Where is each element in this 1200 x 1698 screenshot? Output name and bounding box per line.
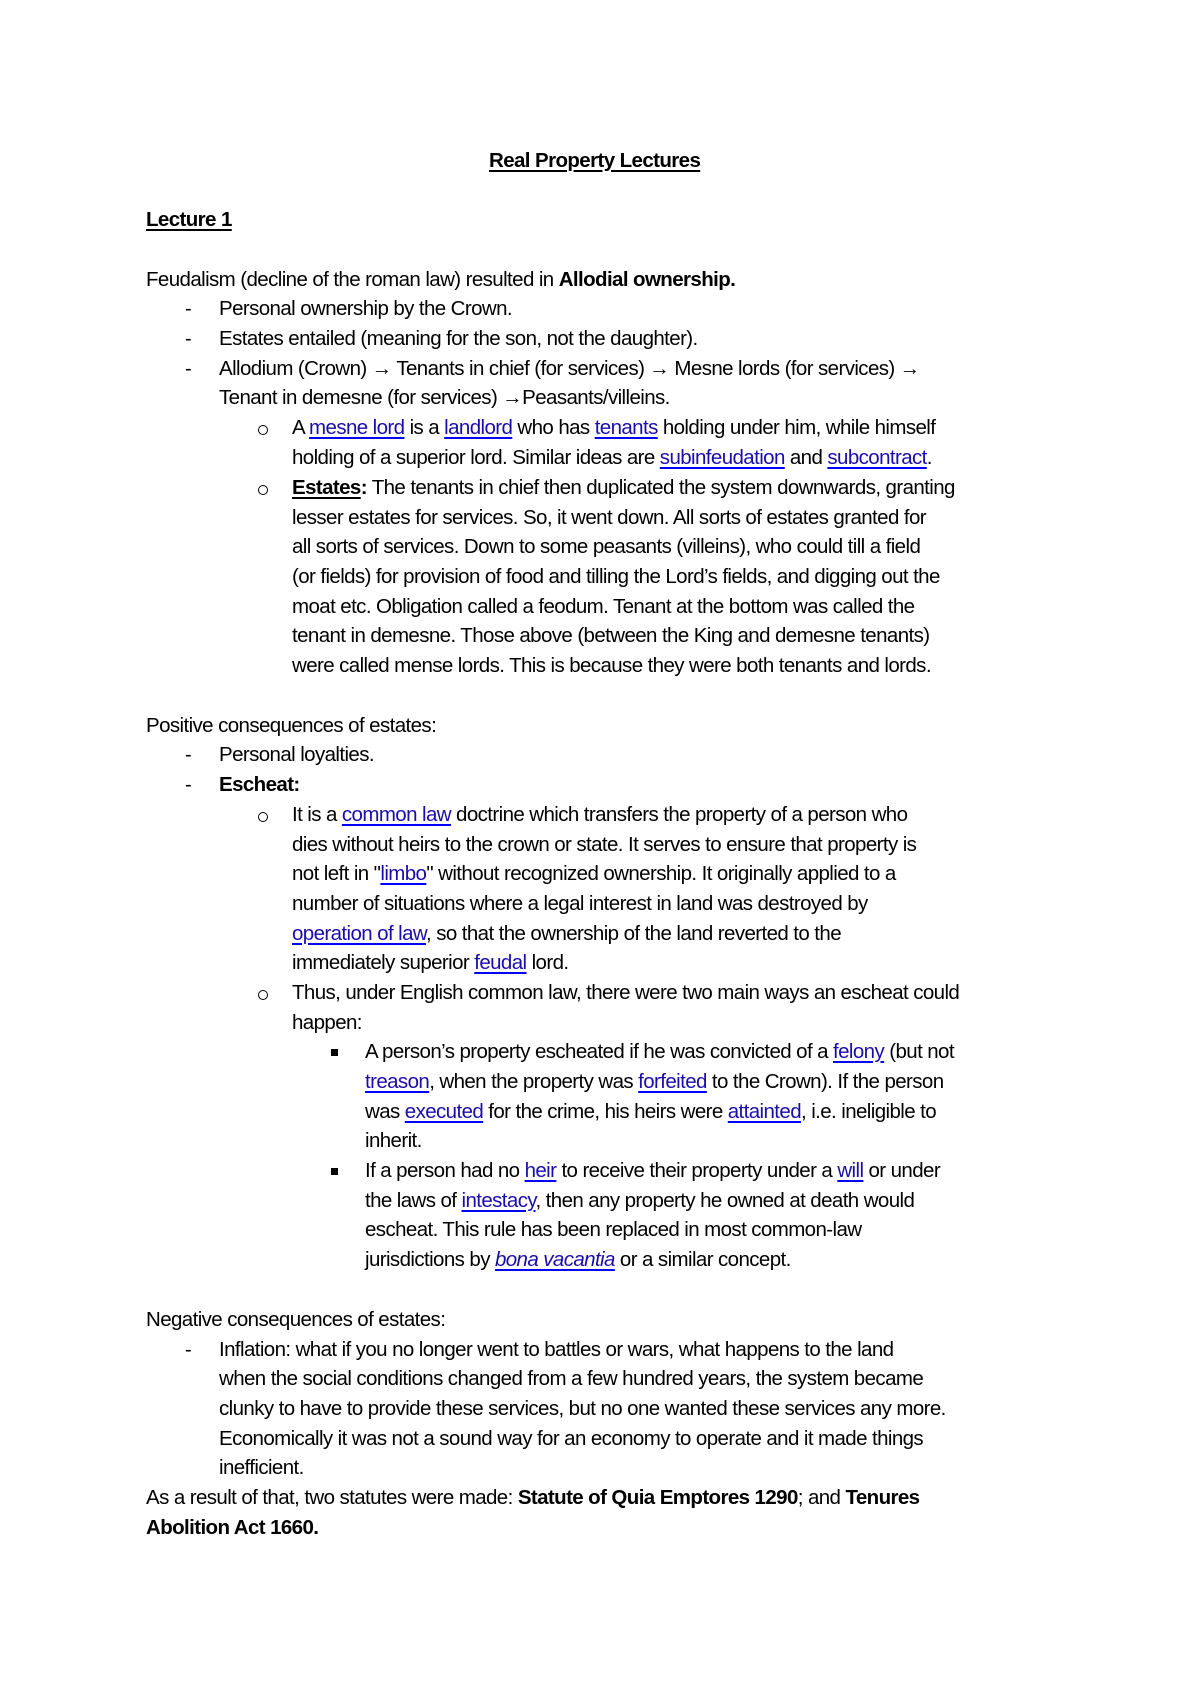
link-subinfeudation[interactable]: subinfeudation [659, 446, 785, 469]
escheat-line: It is a common law doctrine which transfers the property of a person who [292, 803, 908, 826]
negative-line: when the social conditions changed from a few hundred years, the system became [219, 1367, 924, 1390]
negative-line: Economically it was not a sound way for an economy to operate and it made things [219, 1427, 924, 1450]
positive-heading: Positive consequences of estates: [146, 714, 437, 737]
link-heir[interactable]: heir [524, 1159, 557, 1182]
dash-bullet-icon: - [185, 774, 192, 796]
list-item: Personal loyalties. [219, 743, 374, 766]
square-bullet-icon [331, 1168, 338, 1175]
way1-line: treason, when the property was forfeited to the Crown). If the person [365, 1070, 944, 1093]
link-operation-of-law[interactable]: operation of law [292, 922, 427, 945]
negative-line: Inflation: what if you no longer went to battles or wars, what happens to the land [219, 1338, 894, 1361]
escheat-line: operation of law, so that the ownership of the land reverted to the [292, 922, 842, 945]
link-felony[interactable]: felony [833, 1040, 885, 1063]
escheat-line: dies without heirs to the crown or state. It serves to ensure that property is [292, 833, 917, 856]
page-title: Real Property Lectures [489, 149, 701, 172]
link-feudal[interactable]: feudal [474, 951, 527, 974]
dash-bullet-icon: - [185, 328, 192, 350]
negative-line: clunky to have to provide these services, but no one wanted these services any more. [219, 1397, 946, 1420]
list-item: Personal ownership by the Crown. [219, 297, 513, 320]
conclusion-line-2: Abolition Act 1660. [146, 1516, 319, 1539]
intro-line: Feudalism (decline of the roman law) resulted in Allodial ownership. [146, 268, 736, 291]
link-subcontract[interactable]: subcontract [827, 446, 927, 469]
circle-bullet-icon [258, 485, 268, 495]
lecture-heading: Lecture 1 [146, 208, 232, 231]
escheat-line: not left in "limbo" without recognized ownership. It originally applied to a [292, 862, 896, 885]
link-forfeited[interactable]: forfeited [638, 1070, 707, 1093]
way2-line: jurisdictions by bona vacantia or a similar concept. [365, 1248, 791, 1271]
way2-line: If a person had no heir to receive their property under a will or under [365, 1159, 941, 1182]
escheat-line: number of situations where a legal interest in land was destroyed by [292, 892, 868, 915]
estates-line: lesser estates for services. So, it went down. All sorts of estates granted for [292, 506, 926, 529]
link-limbo[interactable]: limbo [380, 862, 427, 885]
list-item: Estates entailed (meaning for the son, not the daughter). [219, 327, 698, 350]
estates-line: were called mense lords. This is because they were both tenants and lords. [292, 654, 931, 677]
way1-line: was executed for the crime, his heirs were attainted, i.e. ineligible to [365, 1100, 937, 1123]
square-bullet-icon [331, 1049, 338, 1056]
link-mesne-lord[interactable]: mesne lord [309, 416, 405, 439]
mesne-lord-line: A mesne lord is a landlord who has tenants holding under him, while himself [292, 416, 936, 439]
link-will[interactable]: will [837, 1159, 864, 1182]
negative-line: inefficient. [219, 1456, 304, 1479]
way2-line: the laws of intestacy, then any property he owned at death would [365, 1189, 915, 1212]
list-item: Allodium (Crown) → Tenants in chief (for services) → Mesne lords (for services) → [219, 357, 920, 380]
way2-line: escheat. This rule has been replaced in most common-law [365, 1218, 862, 1241]
escheat-line: immediately superior feudal lord. [292, 951, 569, 974]
link-executed[interactable]: executed [404, 1100, 484, 1123]
list-item: Escheat: [219, 773, 300, 796]
way1-line: inherit. [365, 1129, 422, 1152]
way1-line: A person’s property escheated if he was convicted of a felony (but not [365, 1040, 954, 1063]
estates-line: moat etc. Obligation called a feodum. Tenant at the bottom was called the [292, 595, 915, 618]
dash-bullet-icon: - [185, 298, 192, 320]
link-treason[interactable]: treason [365, 1070, 430, 1093]
circle-bullet-icon [258, 812, 268, 822]
thus-line: happen: [292, 1011, 362, 1034]
link-landlord[interactable]: landlord [444, 416, 513, 439]
link-intestacy[interactable]: intestacy [461, 1189, 536, 1212]
mesne-lord-line-2: holding of a superior lord. Similar ideas are subinfeudation and subcontract. [292, 446, 932, 469]
conclusion-line: As a result of that, two statutes were made: Statute of Quia Emptores 1290; and Tenures [146, 1486, 920, 1509]
estates-line: all sorts of services. Down to some peasants (villeins), who could till a field [292, 535, 921, 558]
negative-heading: Negative consequences of estates: [146, 1308, 446, 1331]
estates-line: Estates: The tenants in chief then duplicated the system downwards, granting [292, 476, 955, 499]
dash-bullet-icon: - [185, 744, 192, 766]
list-item-continuation: Tenant in demesne (for services) →Peasants/villeins. [219, 386, 670, 409]
dash-bullet-icon: - [185, 358, 192, 380]
circle-bullet-icon [258, 425, 268, 435]
dash-bullet-icon: - [185, 1339, 192, 1361]
link-attainted[interactable]: attainted [727, 1100, 801, 1123]
link-bona-vacantia[interactable]: bona vacantia [494, 1248, 615, 1271]
link-tenants[interactable]: tenants [594, 416, 658, 439]
estates-line: (or fields) for provision of food and tilling the Lord’s fields, and digging out the [292, 565, 940, 588]
link-common-law[interactable]: common law [341, 803, 451, 826]
circle-bullet-icon [258, 990, 268, 1000]
estates-line: tenant in demesne. Those above (between the King and demesne tenants) [292, 624, 930, 647]
thus-line: Thus, under English common law, there were two main ways an escheat could [292, 981, 960, 1004]
